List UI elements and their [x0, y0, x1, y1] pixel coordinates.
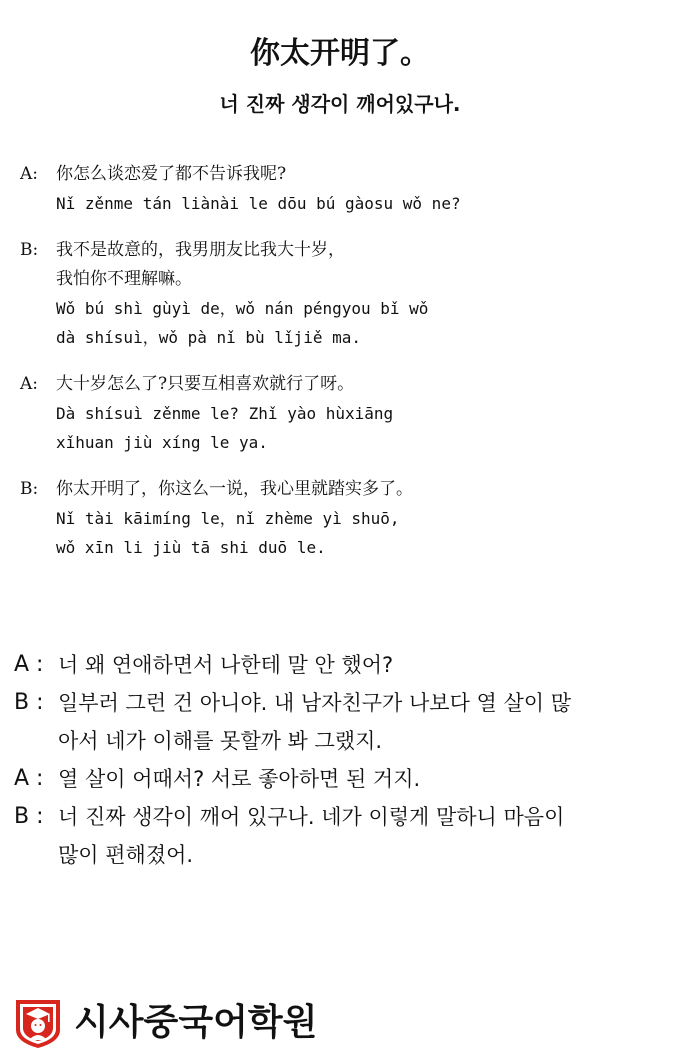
speaker-label: B :	[14, 804, 44, 829]
translation-turn	[14, 760, 670, 798]
translation-turn	[14, 798, 670, 874]
dialogue-turn	[20, 160, 660, 218]
pinyin-line: Wǒ bú shì gùyì de，wǒ nán péngyou bǐ wǒ	[56, 299, 429, 318]
translation-lines	[58, 684, 670, 760]
translation-turn	[14, 684, 670, 760]
translation-line: 많이 편해졌어.	[58, 843, 194, 867]
dialogue-turn	[20, 370, 660, 457]
translation-line: 너 왜 연애하면서 나한테 말 안 했어?	[58, 653, 394, 677]
chinese-dialogue	[20, 160, 660, 580]
translation-line: 열 살이 어때서? 서로 좋아하면 된 거지.	[58, 767, 421, 791]
graduate-emblem-icon	[12, 996, 64, 1050]
korean-translation	[14, 646, 670, 874]
speaker-label: A:	[20, 374, 39, 394]
chinese-line: 大十岁怎么了?只要互相喜欢就行了呀。	[56, 374, 355, 394]
translation-turn	[14, 646, 670, 684]
translation-line: 일부러 그런 건 아니야. 내 남자친구가 나보다 열 살이 많	[58, 691, 572, 715]
translation-line: 너 진짜 생각이 깨어 있구나. 네가 이렇게 말하니 마음이	[58, 805, 565, 829]
pinyin-line: dà shísuì，wǒ pà nǐ bù lǐjiě ma.	[56, 328, 361, 347]
pinyin-line: Nǐ tài kāimíng le，nǐ zhème yì shuō,	[56, 509, 400, 528]
pinyin-line: Nǐ zěnme tán liànài le dōu bú gàosu wǒ ne?	[56, 194, 461, 213]
speaker-label: B :	[14, 690, 44, 715]
pinyin-line: Dà shísuì zěnme le? Zhǐ yào hùxiāng	[56, 404, 394, 423]
page-title: 你太开明了。	[250, 36, 430, 71]
chinese-line: 我不是故意的，我男朋友比我大十岁，	[56, 240, 345, 260]
speaker-label: A:	[20, 164, 39, 184]
dialogue-lines	[56, 370, 660, 457]
pinyin-line: xǐhuan jiù xíng le ya.	[56, 433, 268, 452]
translation-lines	[58, 760, 670, 798]
chinese-line: 我怕你不理解嘛。	[56, 269, 192, 289]
dialogue-turn	[20, 236, 660, 352]
pinyin-line: wǒ xīn li jiù tā shi duō le.	[56, 538, 326, 557]
page-subtitle: 너 진짜 생각이 깨어있구나.	[219, 92, 461, 116]
speaker-label: B:	[20, 479, 39, 499]
translation-lines	[58, 798, 670, 874]
brand-name: 시사중국어학원	[74, 1002, 318, 1043]
speaker-label: B:	[20, 240, 39, 260]
dialogue-lines	[56, 236, 660, 352]
translation-lines	[58, 646, 670, 684]
dialogue-lines	[56, 475, 660, 562]
brand-footer	[12, 996, 317, 1050]
dialogue-turn	[20, 475, 660, 562]
dialogue-lines	[56, 160, 660, 218]
chinese-line: 你太开明了，你这么一说，我心里就踏实多了。	[56, 479, 413, 499]
chinese-line: 你怎么谈恋爱了都不告诉我呢?	[56, 164, 287, 184]
speaker-label: A :	[14, 766, 44, 791]
speaker-label: A :	[14, 652, 44, 677]
translation-line: 아서 네가 이해를 못할까 봐 그랬지.	[58, 729, 383, 753]
